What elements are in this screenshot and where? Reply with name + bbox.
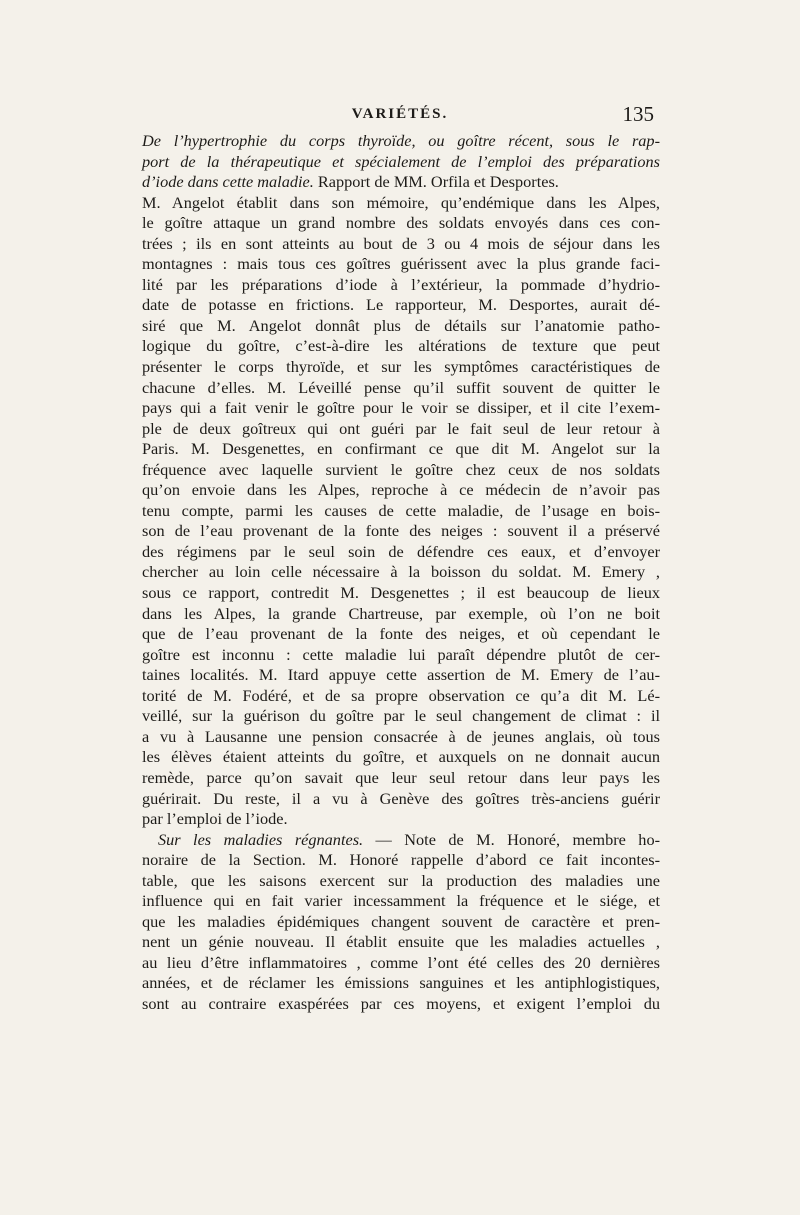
italic-text-segment: port de la thérapeutique et spécialement de l’emploi des préparations [142, 151, 660, 171]
running-head [142, 102, 658, 128]
text-segment: montagnes : mais tous ces goîtres guérissent avec la plus grande faci- [142, 254, 660, 274]
text-segment: taines localités. M. Itard appuye cette assertion de M. Emery de l’au- [142, 665, 660, 685]
text-line [142, 994, 660, 1015]
text-segment: dans les Alpes, la grande Chartreuse, par exemple, où l’on ne boit [142, 603, 660, 623]
text-segment: que les maladies épidémiques changent souvent de caractère et pren- [142, 911, 660, 931]
text-line [142, 789, 660, 810]
text-line [142, 604, 660, 625]
text-segment: remède, parce qu’on savait que leur seul retour dans leur pays les [142, 767, 660, 787]
text-segment: date de potasse en frictions. Le rapporteur, M. Desportes, aurait dé- [142, 295, 660, 315]
text-line [142, 439, 660, 460]
text-line [142, 419, 660, 440]
text-segment: pays qui a fait venir le goître pour le voir se dissiper, et il cite l’exem- [142, 398, 660, 418]
text-line [142, 378, 660, 399]
text-segment: torité de M. Fodéré, et de sa propre observation ce qu’a dit M. Lé- [142, 685, 660, 705]
text-line [142, 932, 660, 953]
text-segment: influence qui en fait varier incessamment la fréquence et le siége, et [142, 891, 660, 911]
text-line [142, 809, 660, 830]
text-segment: le goître attaque un grand nombre des soldats envoyés dans ces con- [142, 213, 660, 233]
text-line [142, 501, 660, 522]
text-line [142, 665, 660, 686]
text-line [142, 131, 660, 152]
text-line [142, 295, 660, 316]
text-line [142, 891, 660, 912]
text-line [142, 542, 660, 563]
text-segment: des régimens par le seul soin de défendre ces eaux, et d’envoyer [142, 541, 660, 561]
text-segment: par l’emploi de l’iode. [142, 809, 288, 829]
text-line [142, 953, 660, 974]
text-segment: logique du goître, c’est-à-dire les altérations de texture que peut [142, 336, 660, 356]
text-segment: années, et de réclamer les émissions sanguines et les antiphlogistiques, [142, 973, 660, 993]
text-line [142, 768, 660, 789]
text-line [142, 480, 660, 501]
page-number: 135 [622, 102, 654, 126]
text-line [142, 830, 660, 851]
running-head-title: VARIÉTÉS. [351, 106, 449, 122]
italic-text-segment: Sur les maladies régnantes. [158, 829, 364, 849]
text-segment: M. Angelot établit dans son mémoire, qu’endémique dans les Alpes, [142, 192, 660, 212]
text-line [142, 460, 660, 481]
text-segment: sont au contraire exaspérées par ces moyens, et exigent l’emploi du [142, 993, 660, 1013]
text-segment: que de l’eau provenant de la fonte des neiges, et où cependant le [142, 624, 660, 644]
text-line [142, 747, 660, 768]
text-segment: chacune d’elles. M. Léveillé pense qu’il suffit souvent de quitter le [142, 377, 660, 397]
text-segment: siré que M. Angelot donnât plus de détails sur l’anatomie patho- [142, 315, 660, 335]
text-segment: nent un génie nouveau. Il établit ensuite que les maladies actuelles , [142, 932, 660, 952]
text-line [142, 152, 660, 173]
text-segment: son de l’eau provenant de la fonte des neiges : souvent il a préservé [142, 521, 660, 541]
text-segment: table, que les saisons exercent sur la production des maladies une [142, 870, 660, 890]
text-segment: goître est inconnu : cette maladie lui paraît dépendre plutôt de cer- [142, 644, 660, 664]
text-line [142, 624, 660, 645]
text-line [142, 521, 660, 542]
text-segment: ple de deux goîtreux qui ont guéri par le fait seul de leur retour à [142, 418, 660, 438]
text-line [142, 193, 660, 214]
text-segment: au lieu d’être inflammatoires , comme l’ont été celles des 20 dernières [142, 952, 660, 972]
text-segment: Rapport de MM. Orfila et Desportes. [313, 172, 559, 192]
text-line [142, 645, 660, 666]
text-segment: qu’on envoie dans les Alpes, reproche à ce médecin de n’avoir pas [142, 480, 660, 500]
text-line [142, 234, 660, 255]
text-line [142, 357, 660, 378]
text-segment: fréquence avec laquelle survient le goître chez ceux de nos soldats [142, 459, 660, 479]
text-segment: veillé, sur la guérison du goître par le seul changement de climat : il [142, 706, 660, 726]
text-line [142, 172, 660, 193]
text-line [142, 316, 660, 337]
text-line [142, 912, 660, 933]
text-line [142, 583, 660, 604]
text-segment: chercher au loin celle nécessaire à la boisson du soldat. M. Emery , [142, 562, 660, 582]
text-line [142, 871, 660, 892]
text-segment: guérirait. Du reste, il a vu à Genève des goîtres très-anciens guérir [142, 788, 660, 808]
text-line [142, 706, 660, 727]
text-segment: sous ce rapport, contredit M. Desgenettes ; il est beaucoup de lieux [142, 583, 660, 603]
text-segment: présenter le corps thyroïde, et sur les symptômes caractéristiques de [142, 357, 660, 377]
italic-text-segment: d’iode dans cette maladie. [142, 172, 314, 192]
text-line [142, 727, 660, 748]
text-line [142, 398, 660, 419]
text-line [142, 562, 660, 583]
text-line [142, 973, 660, 994]
text-segment: tenu compte, parmi les causes de cette maladie, de l’usage en bois- [142, 500, 660, 520]
text-segment: a vu à Lausanne une pension consacrée à de jeunes anglais, où tous [142, 726, 660, 746]
text-line [142, 686, 660, 707]
text-segment: lité par les préparations d’iode à l’extérieur, la pommade d’hydrio- [142, 274, 660, 294]
text-line [142, 254, 660, 275]
text-segment: les élèves étaient atteints du goître, et auxquels on ne donnait aucun [142, 747, 660, 767]
text-segment: trées ; ils en sont atteints au bout de 3 ou 4 mois de séjour dans les [142, 233, 660, 253]
text-line [142, 275, 660, 296]
text-segment: Paris. M. Desgenettes, en confirmant ce que dit M. Angelot sur la [142, 439, 660, 459]
body-text [142, 131, 660, 1015]
text-line [142, 336, 660, 357]
text-segment: — Note de M. Honoré, membre ho- [363, 829, 661, 849]
italic-text-segment: De l’hypertrophie du corps thyroïde, ou goître récent, sous le rap- [142, 131, 660, 150]
text-segment: noraire de la Section. M. Honoré rappelle d’abord ce fait incontes- [142, 850, 660, 870]
text-line [142, 213, 660, 234]
text-line [142, 850, 660, 871]
